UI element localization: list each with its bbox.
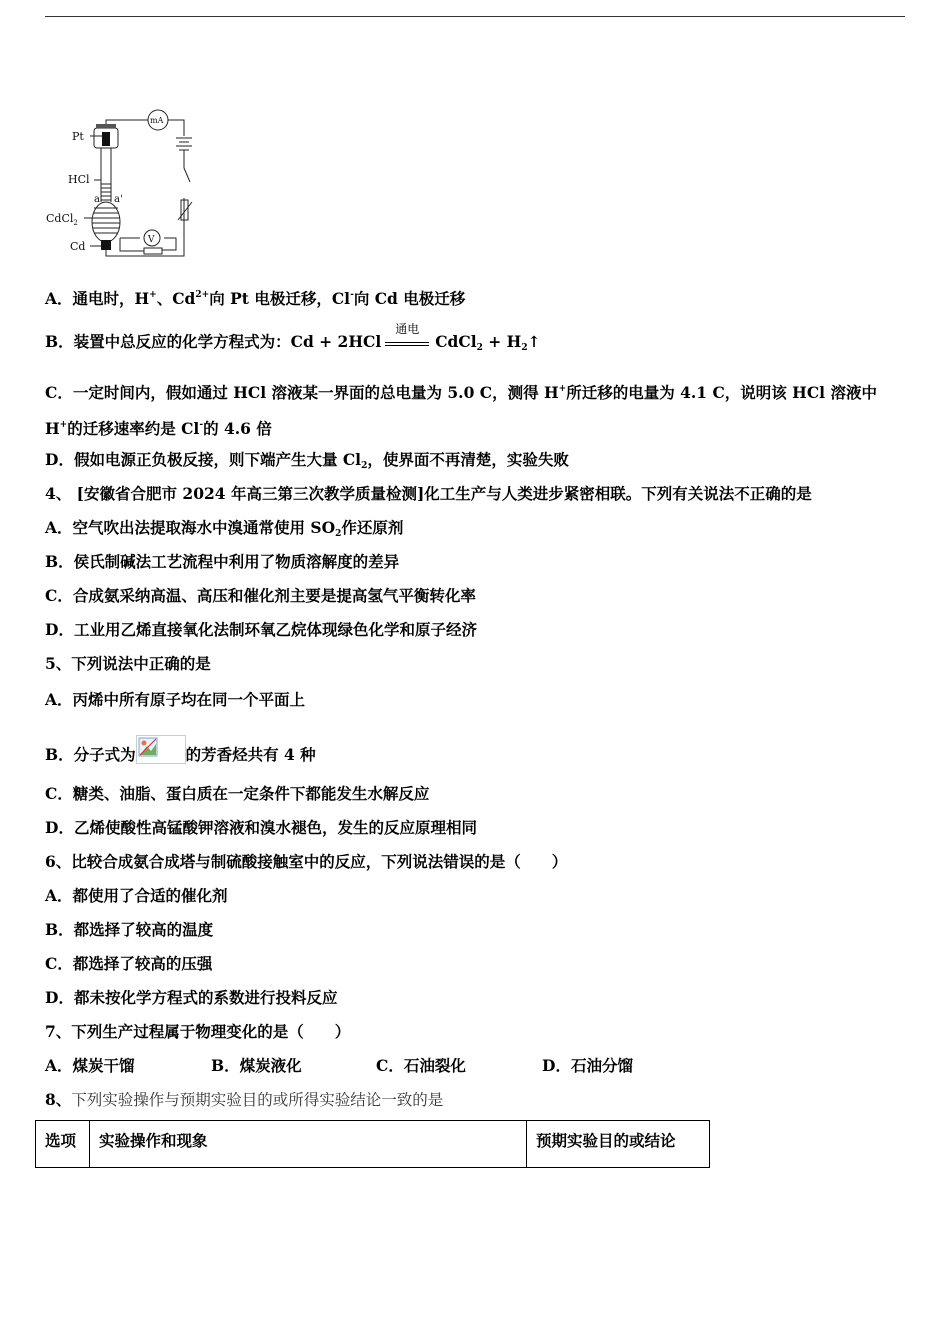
q3-option-b: B．装置中总反应的化学方程式为：Cd + 2HCl 通电 CdCl$_2$ + $H_2↑$ <box>45 322 541 353</box>
q5-option-d: D．乙烯使酸性高锰酸钾溶液和溴水褪色，发生的反应原理相同 <box>45 818 477 837</box>
q6-option-b: B．都选择了较高的温度 <box>45 920 214 939</box>
table-header-conclusion: 预期实验目的或结论 <box>527 1121 710 1168</box>
label-hcl: HCl <box>68 173 90 186</box>
q4-stem: 4、 [安徽省合肥市 2024 年高三第三次教学质量检测]化工生产与人类进步紧密相联。下列有关说法不正确的是 <box>45 484 812 503</box>
label-cdcl2: CdCl$_2$ <box>46 212 78 227</box>
q5-option-a: A．丙烯中所有原子均在同一个平面上 <box>45 690 306 709</box>
experiment-table <box>35 1120 710 1168</box>
q7-stem: 7、下列生产过程属于物理变化的是（ ） <box>45 1022 351 1041</box>
label-a-prime: a' <box>114 194 123 205</box>
q4-option-b: B．侯氏制碱法工艺流程中利用了物质溶解度的差异 <box>45 552 400 571</box>
q6-option-c: C．都选择了较高的压强 <box>45 954 213 973</box>
q4-option-c: C．合成氨采纳高温、高压和催化剂主要是提高氢气平衡转化率 <box>45 586 476 605</box>
table-header-option: 选项 <box>36 1121 90 1168</box>
table-header-operation: 实验操作和现象 <box>90 1121 527 1168</box>
table-header-row <box>36 1121 710 1168</box>
q4-option-d: D．工业用乙烯直接氧化法制环氧乙烷体现绿色化学和原子经济 <box>45 620 477 639</box>
q3-option-d: D．假如电源正负极反接，则下端产生大量 $Cl_2$，使界面不再清楚，实验失败 <box>45 450 569 471</box>
q6-option-a: A．都使用了合适的催化剂 <box>45 886 228 905</box>
q8-stem: 8、下列实验操作与预期实验目的或所得实验结论一致的是 <box>45 1090 444 1109</box>
label-milliammeter: mA <box>150 116 164 125</box>
q6-stem: 6、比较合成氨合成塔与制硫酸接触室中的反应，下列说法错误的是（ ） <box>45 852 568 871</box>
q7-option-d: D．石油分馏 <box>542 1056 633 1075</box>
label-a: a <box>94 194 100 205</box>
q5-stem: 5、下列说法中正确的是 <box>45 654 211 673</box>
q7-options <box>45 1055 665 1077</box>
header-rule <box>45 16 905 17</box>
q4-option-a: A．空气吹出法提取海水中溴通常使用 $SO_2$作还原剂 <box>45 518 404 539</box>
q5-option-c: C．糖类、油脂、蛋白质在一定条件下都能发生水解反应 <box>45 784 430 803</box>
q5-option-b: B．分子式为 的芳香烃共有 4 种 <box>45 735 316 766</box>
formula-image-placeholder-icon <box>136 735 186 764</box>
label-cd: Cd <box>70 240 86 253</box>
q6-option-d: D．都未按化学方程式的系数进行投料反应 <box>45 988 338 1007</box>
q7-option-a: A．煤炭干馏 <box>45 1056 135 1075</box>
q3-option-c-line1: C．一定时间内，假如通过 HCl 溶液某一界面的总电量为 5.0 C，测得 H+所迁移的电量为 4.1 C，说明该 HCl 溶液中 <box>45 383 877 402</box>
q7-option-b: B．煤炭液化 <box>211 1056 302 1075</box>
q3-option-a: A．通电时，H+、$Cd^{2+}$向 Pt 电极迁移，Cl-向 Cd 电极迁移 <box>45 289 466 308</box>
electrolysis-apparatus-figure <box>44 108 204 264</box>
q7-option-c: C．石油裂化 <box>376 1056 466 1075</box>
q3-option-c-line2: H+的迁移速率约是 Cl-的 4.6 倍 <box>45 419 272 438</box>
reaction-condition: 通电 <box>385 332 429 354</box>
label-pt: Pt <box>72 130 84 143</box>
label-voltmeter: V <box>148 235 155 245</box>
